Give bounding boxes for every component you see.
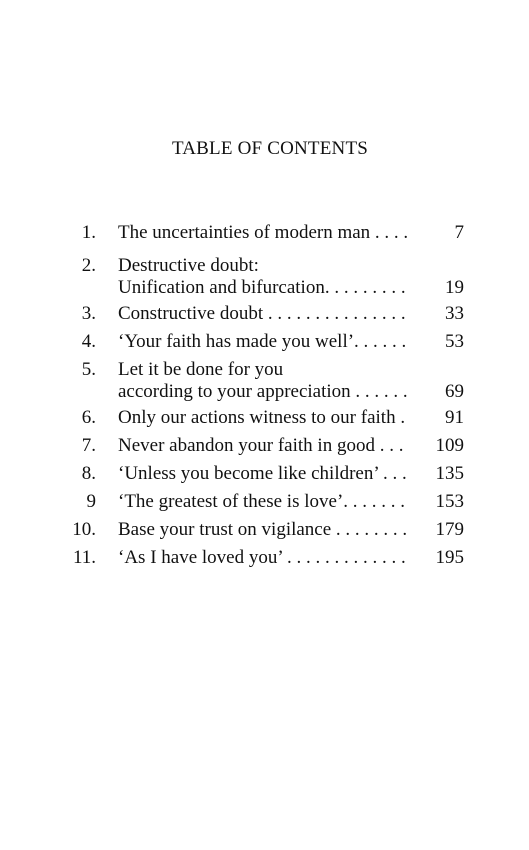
toc-entry-page: 33	[445, 303, 464, 324]
toc-entry-number: 2.	[81, 255, 96, 276]
toc-entry-title: ‘Unless you become like children’ . . .	[118, 463, 407, 484]
toc-entry-title-continued: according to your appreciation . . . . . .	[118, 381, 408, 402]
toc-entry-page: 109	[435, 435, 464, 456]
toc-entry-page: 179	[435, 519, 464, 540]
toc-entry-title: Constructive doubt . . . . . . . . . . . . . . .	[118, 303, 406, 324]
toc-entry-page: 53	[445, 331, 464, 352]
toc-entry-page: 135	[435, 463, 464, 484]
toc-entry-number: 7.	[81, 435, 96, 456]
toc-entry-number: 6.	[81, 407, 96, 428]
toc-entry-page: 153	[435, 491, 464, 512]
toc-entry-page: 195	[435, 547, 464, 568]
toc-entry-title: ‘The greatest of these is love’. . . . . . .	[118, 491, 406, 512]
toc-entry-title: ‘Your faith has made you well’. . . . . .	[118, 331, 407, 352]
toc-entry-page: 19	[445, 277, 464, 298]
toc-entry-title: Destructive doubt:	[118, 255, 259, 276]
toc-entry-number: 11.	[72, 547, 96, 568]
toc-entry-number: 1.	[81, 222, 96, 243]
toc-entry-number: 3.	[81, 303, 96, 324]
toc-entry-title-continued: Unification and bifurcation. . . . . . . . .	[118, 277, 406, 298]
page-title: TABLE OF CONTENTS	[171, 138, 369, 159]
toc-entry-title: Only our actions witness to our faith .	[118, 407, 406, 428]
toc-entry-number: 8.	[81, 463, 96, 484]
toc-entry-title: ‘As I have loved you’ . . . . . . . . . . . . .	[118, 547, 406, 568]
toc-entry-title: Never abandon your faith in good . . .	[118, 435, 404, 456]
toc-entry-page: 91	[445, 407, 464, 428]
toc-entry-number: 5.	[81, 359, 96, 380]
toc-entry-title: Let it be done for you	[118, 359, 284, 380]
toc-entry-number: 4.	[81, 331, 96, 352]
toc-entry-number: 10.	[72, 519, 96, 540]
toc-entry-page: 69	[445, 381, 464, 402]
toc-entry-title: Base your trust on vigilance . . . . . . . .	[118, 519, 408, 540]
toc-entry-page: 7	[454, 222, 464, 243]
toc-entry-title: The uncertainties of modern man . . . .	[118, 222, 409, 243]
toc-entry-number: 9	[86, 491, 96, 512]
